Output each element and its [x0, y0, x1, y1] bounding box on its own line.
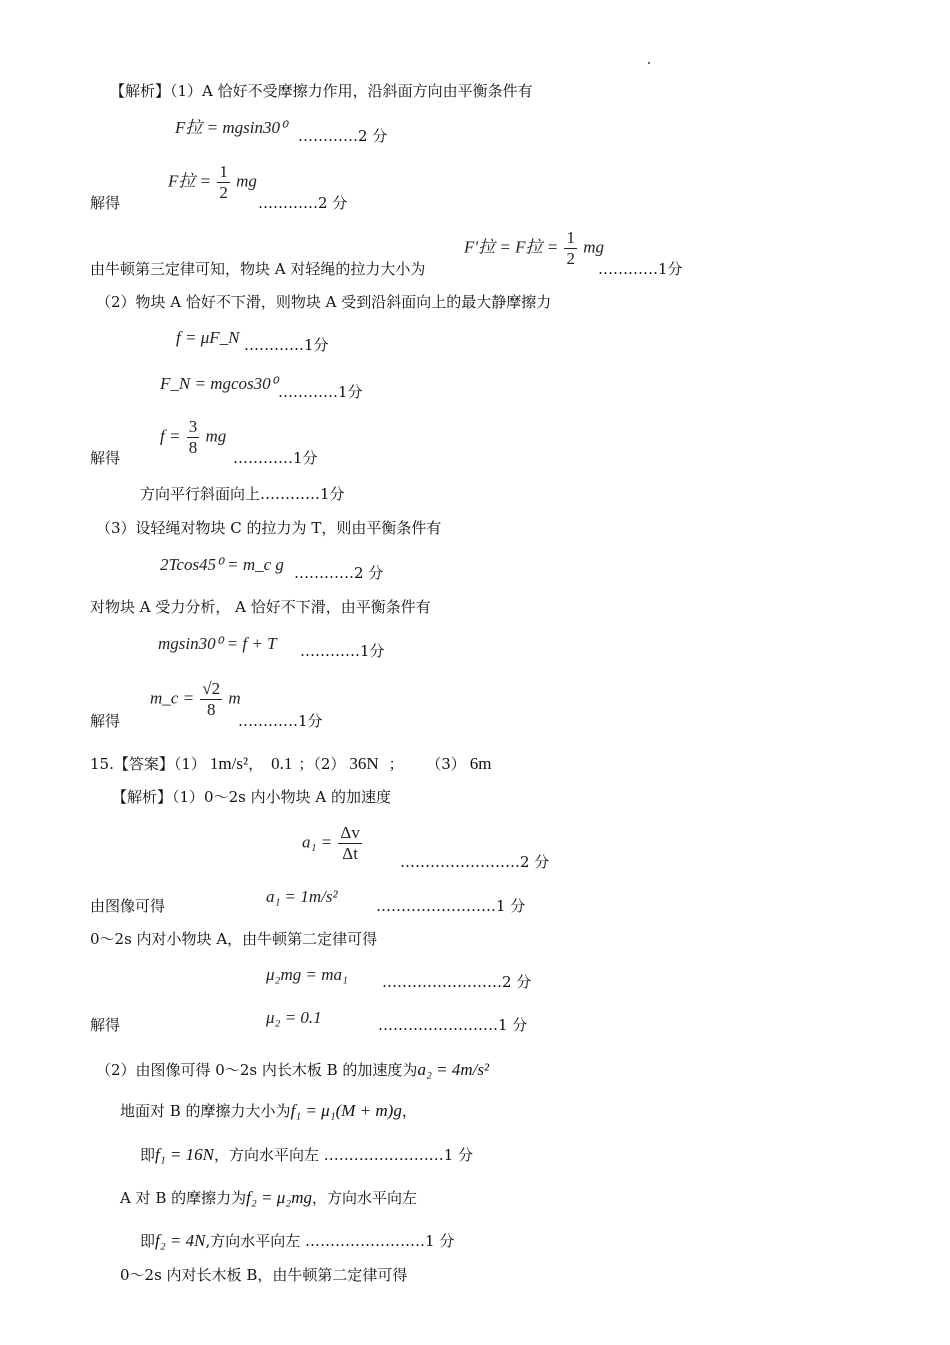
analysis-part1-intro: 【解析】（1）A 恰好不受摩擦力作用，沿斜面方向由平衡条件有 — [110, 82, 533, 100]
solve-label-1: 解得 — [90, 194, 121, 212]
ground-friction-line — [120, 1101, 417, 1121]
equation-mu2-value: μ₂ = 0.1 — [266, 1008, 322, 1027]
score-7: …………2 分 — [294, 564, 384, 582]
score-1: …………2 分 — [298, 127, 388, 145]
newton-third-law-line: 由牛顿第三定律可知，物块 A 对轻绳的拉力大小为 — [90, 260, 426, 278]
score-10: ……………………2 分 — [400, 853, 550, 871]
equation-f1-value: f₁ = 16N — [155, 1145, 214, 1164]
part2-intro-text: （2）由图像可得 0～2s 内长木板 B 的加速度为 — [96, 1061, 418, 1079]
direction-line: 方向平行斜面向上…………1分 — [140, 485, 345, 503]
score-3: …………1分 — [598, 260, 683, 278]
newton-second-law-a-line: 0～2s 内对小物块 A，由牛顿第二定律可得 — [90, 930, 378, 948]
f2-value-line — [140, 1231, 454, 1251]
f2-direction-score: ,方向水平向左 ……………………1 分 — [205, 1232, 455, 1250]
answer-part3-label: （3） — [433, 755, 466, 773]
fraction-half-2: $\frac{1}{2}$ — [566, 228, 575, 268]
score-4: …………1分 — [244, 336, 329, 354]
equation-tension-2: F拉 = $\frac{1}{2}$ mg — [168, 162, 257, 202]
analysis-part3-intro: （3）设轻绳对物块 C 的拉力为 T，则由平衡条件有 — [96, 519, 442, 537]
analysis-part2-intro: （2）物块 A 恰好不下滑，则物块 A 受到沿斜面向上的最大静摩擦力 — [96, 293, 552, 311]
solve-label-3: 解得 — [90, 712, 121, 730]
f1-value-line — [140, 1145, 473, 1165]
equation-a1-value: a₁ = 1m/s² — [266, 887, 338, 906]
equation-acceleration-def: a₁ = $\frac{\Delta v}{\Delta t}$ — [302, 823, 360, 863]
analysis-15-part1-intro: 【解析】（1）0～2s 内小物块 A 的加速度 — [112, 788, 391, 806]
score-5: …………1分 — [278, 383, 363, 401]
equation-tension-1: F拉 = mgsin30⁰ — [175, 118, 287, 137]
equation-rope-balance: 2Tcos45⁰ = m_c g — [160, 555, 284, 574]
equation-a2-value: a₂ = 4m/s² — [417, 1060, 490, 1079]
equation-f1-formula: f₁ = μ₁(M + m)g — [290, 1101, 402, 1120]
a-on-b-direction: ，方向水平向左 — [312, 1189, 418, 1207]
score-6: …………1分 — [233, 449, 318, 467]
equation-friction-2: f = $\frac{3}{8}$ mg — [160, 417, 227, 457]
equation-mu2-balance: μ₂mg = ma₁ — [266, 965, 348, 984]
force-analysis-line: 对物块 A 受力分析， A 恰好不下滑，由平衡条件有 — [90, 598, 431, 616]
f1-prefix: 即 — [140, 1146, 156, 1164]
analysis-15-part2-intro — [96, 1060, 489, 1080]
a-on-b-text: A 对 B 的摩擦力为 — [120, 1189, 247, 1207]
answer-sep-1: ， — [248, 755, 264, 773]
equation-normal-force: F_N = mgcos30⁰ — [160, 374, 278, 393]
equation-tension-3: F′拉 = F拉 = $\frac{1}{2}$ mg — [464, 228, 604, 268]
equation-friction-1: f = μF_N — [176, 328, 240, 347]
ground-friction-text: 地面对 B 的摩擦力大小为 — [120, 1102, 291, 1120]
equation-mass-c: m_c = $\frac{√2}{8}$ m — [150, 679, 241, 719]
score-9: …………1分 — [238, 712, 323, 730]
equation-incline-balance: mgsin30⁰ = f + T — [158, 634, 277, 653]
answer-15-line — [90, 754, 491, 774]
f1-direction-score: ，方向水平向左 ……………………1 分 — [213, 1146, 474, 1164]
newton-second-law-b-line: 0～2s 内对长木板 B，由牛顿第二定律可得 — [120, 1266, 408, 1284]
ground-friction-comma: ， — [401, 1102, 417, 1120]
solve-label-4: 解得 — [90, 1016, 121, 1034]
score-13: ……………………1 分 — [378, 1016, 528, 1034]
score-2: …………2 分 — [258, 194, 348, 212]
score-11: ……………………1 分 — [376, 897, 526, 915]
equation-f2-value: f₂ = 4N — [155, 1231, 206, 1250]
fraction-root2-over-8: $\frac{√2}{8}$ — [202, 679, 221, 719]
answer-15-a2: 0.1 — [271, 754, 293, 773]
f2-prefix: 即 — [140, 1232, 156, 1250]
answer-15-a4: 6m — [469, 754, 492, 773]
fraction-three-eighths: $\frac{3}{8}$ — [188, 417, 198, 457]
answer-15-label: 15.【答案】（1） — [90, 755, 206, 773]
from-graph-line: 由图像可得 — [90, 897, 166, 915]
page-dot-mark — [648, 62, 650, 64]
fraction-half: $\frac{1}{2}$ — [219, 162, 228, 202]
a-on-b-friction-line — [120, 1188, 417, 1208]
answer-15-a1: 1m/s² — [209, 754, 249, 773]
score-12: ……………………2 分 — [382, 973, 532, 991]
fraction-delta-v-over-delta-t: $\frac{\Delta v}{\Delta t}$ — [340, 823, 360, 863]
equation-f2-formula: f₂ = μ₂mg — [246, 1188, 312, 1207]
answer-sep-2: ；（2） — [298, 755, 346, 773]
solve-label-2: 解得 — [90, 449, 121, 467]
answer-sep-3: ； — [388, 755, 404, 773]
score-8: …………1分 — [300, 642, 385, 660]
answer-15-a3: 36N — [349, 754, 379, 773]
